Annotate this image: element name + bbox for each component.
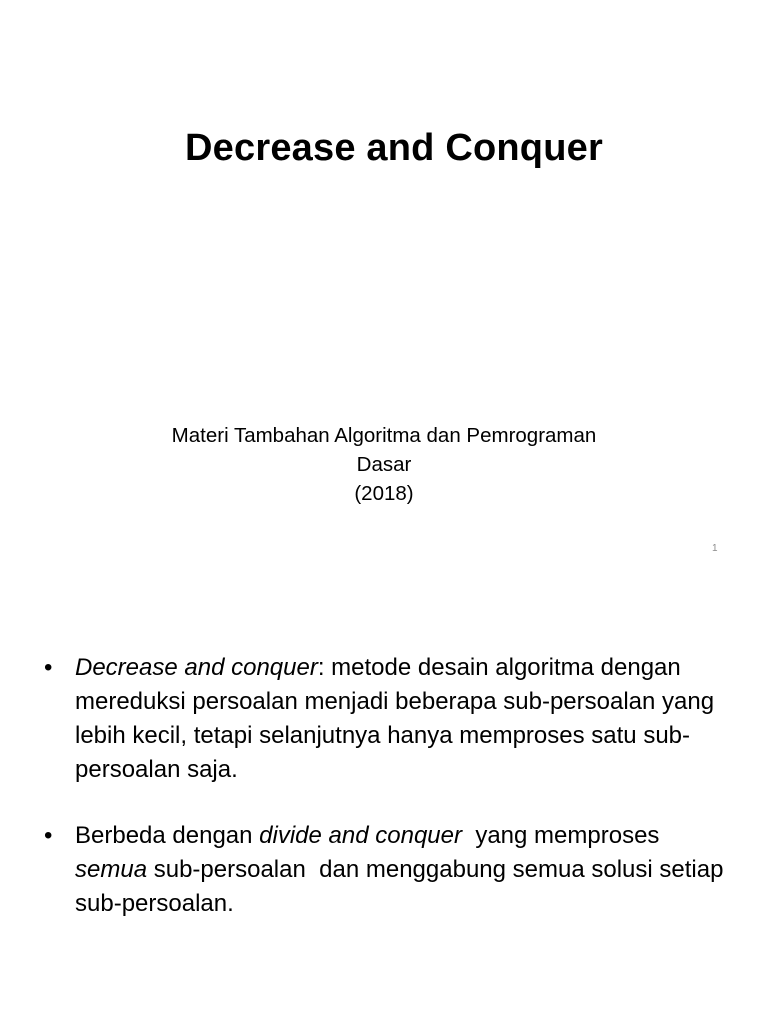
bullet-dot-icon: •	[44, 654, 53, 681]
bullet-text: Berbeda dengan	[75, 822, 260, 849]
italic-term: Decrease and conquer	[75, 654, 318, 681]
bullet-text: yang memproses	[462, 822, 667, 849]
italic-term: semua	[75, 856, 148, 883]
subtitle-line: (2018)	[354, 482, 414, 505]
bullet-list	[44, 651, 731, 921]
bullet-item	[44, 651, 724, 787]
bullet-item	[44, 819, 731, 921]
bullet-dot-icon: •	[44, 822, 53, 849]
page-number: 1	[712, 543, 718, 554]
italic-term: divide and conquer	[259, 822, 462, 849]
slide-subtitle	[0, 421, 768, 508]
subtitle-line: Dasar	[356, 453, 412, 476]
bullet-text: : metode desain algoritma dengan mereduksi persoalan menjadi beberapa sub-persoalan yang lebih kecil, tetapi selanjutnya hanya memproses satu sub-persoalan saja.	[75, 654, 715, 783]
bullet-text: sub-persoalan dan menggabung semua solusi setiap sub-persoalan.	[75, 856, 731, 917]
subtitle-line: Materi Tambahan Algoritma dan Pemrograman	[171, 424, 597, 447]
slide-title: Decrease and Conquer	[185, 127, 603, 169]
slide-2	[0, 576, 768, 1024]
